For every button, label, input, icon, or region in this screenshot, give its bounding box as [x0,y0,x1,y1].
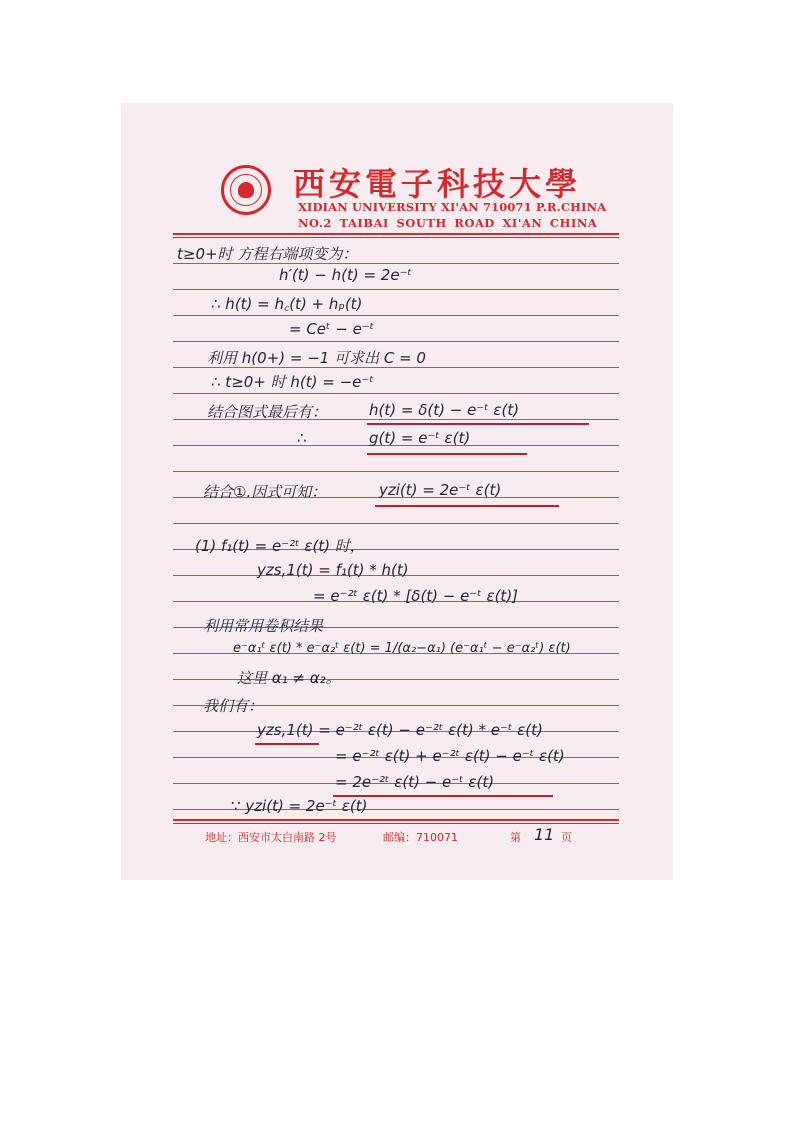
handwritten-line: ∵ yzi(t) = 2e⁻ᵗ ε(t) [231,797,368,815]
ruled-line [173,341,619,342]
university-name-en: XIDIAN UNIVERSITY XI'AN 710071 P.R.CHINA [298,200,607,214]
handwritten-line: yzs,1(t) = e⁻²ᵗ ε(t) − e⁻²ᵗ ε(t) * e⁻ᵗ ε(t) [257,721,543,739]
handwritten-line: = e⁻²ᵗ ε(t) + e⁻²ᵗ ε(t) − e⁻ᵗ ε(t) [335,747,565,765]
handwritten-line: ∴ [297,429,307,447]
ruled-line [173,523,619,524]
handwritten-line: h(t) = δ(t) − e⁻ᵗ ε(t) [369,401,520,419]
footer-rule-thin [173,823,619,824]
handwritten-line: (1) f₁(t) = e⁻²ᵗ ε(t) 时， [195,537,365,555]
handwritten-line: yzs,1(t) = f₁(t) * h(t) [257,561,409,579]
letterhead-page [121,103,673,880]
handwritten-line: yzi(t) = 2e⁻ᵗ ε(t) [379,481,502,499]
handwritten-line: 利用 h(0+) = −1 可求出 C = 0 [207,349,426,367]
ruled-line [173,471,619,472]
red-underline [367,423,589,425]
handwritten-line: g(t) = e⁻ᵗ ε(t) [369,429,471,447]
header-rule-thin [173,237,619,238]
ruled-line [173,393,619,394]
handwritten-line: t≥0+时 方程右端项变为： [177,245,358,263]
handwritten-line: 结合①.因式可知： [203,483,327,501]
handwritten-line: ∴ t≥0+ 时 h(t) = −e⁻ᵗ [211,373,374,391]
footer-postcode: 邮编：710071 [383,831,458,844]
handwritten-line: 我们有： [203,697,264,715]
handwritten-line: 利用常用卷积结果 [203,617,324,635]
footer-rule [173,819,619,821]
handwritten-line: ∴ h(t) = h꜀(t) + hₚ(t) [211,295,363,313]
handwritten-line: = Ceᵗ − e⁻ᵗ [289,320,375,338]
ruled-line [173,315,619,316]
header-rule [173,233,619,235]
handwritten-line: = 2e⁻²ᵗ ε(t) − e⁻ᵗ ε(t) [335,773,495,791]
footer-page-prefix: 第 [510,831,521,844]
footer-address: 地址：西安市太白南路 2号 [205,831,337,844]
red-underline [375,505,559,507]
red-underline [367,453,527,455]
red-underline [255,743,319,745]
handwritten-line: 结合图式最后有： [207,403,328,421]
footer-page-suffix: 页 [561,831,572,844]
university-name-cn: 西安電子科技大學 [293,165,582,203]
university-address-en: NO.2 TAIBAI SOUTH ROAD XI'AN CHINA [298,216,598,230]
handwritten-line: e⁻α₁ᵗ ε(t) * e⁻α₂ᵗ ε(t) = 1/(α₂−α₁) (e⁻α₁ᵗ − e⁻α₂ᵗ) ε(t) [233,641,571,656]
handwritten-line: 这里 α₁ ≠ α₂。 [237,669,341,687]
handwritten-line: = e⁻²ᵗ ε(t) * [δ(t) − e⁻ᵗ ε(t)] [313,587,519,605]
handwritten-line: h′(t) − h(t) = 2e⁻ᵗ [279,266,412,284]
page-number: 11 [534,825,555,844]
university-seal-logo [221,165,271,215]
ruled-line [173,289,619,290]
